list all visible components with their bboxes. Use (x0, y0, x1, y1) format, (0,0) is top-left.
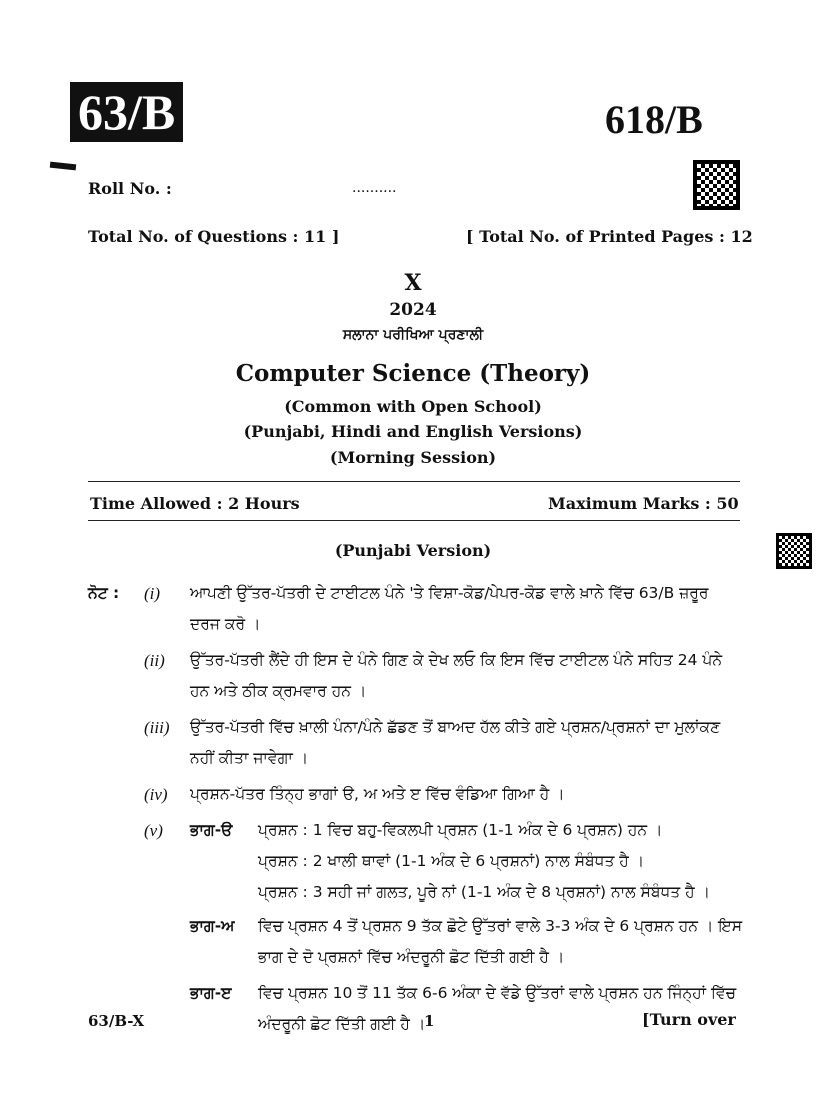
subject-title: Computer Science (Theory) (235, 360, 591, 387)
note-item: (iv) ਪ੍ਰਸ਼ਨ-ਪੱਤਰ ਤਿੰਨ੍ਹ ਭਾਗਾਂ ੳ, ਅ ਅਤੇ ੲ ਵਿੱਚ ਵੰਡਿਆ ਗਿਆ ਹੈ । (144, 785, 565, 804)
turn-over: [Turn over (642, 1010, 736, 1029)
footer-code: 63/B-X (88, 1012, 145, 1030)
version-heading: (Punjabi Version) (334, 541, 492, 560)
subtitle-3: (Morning Session) (329, 448, 497, 467)
qr-code-icon (693, 160, 740, 210)
total-questions: Total No. of Questions : 11 ] (88, 227, 340, 246)
subtitle-2: (Punjabi, Hindi and English Versions) (243, 422, 583, 441)
maximum-marks: Maximum Marks : 50 (548, 494, 739, 513)
year: 2024 (389, 300, 437, 320)
divider (88, 481, 740, 482)
subtitle-1: (Common with Open School) (284, 397, 542, 416)
notes-list (144, 578, 744, 1040)
note-item: (i) ਆਪਣੀ ਉੱਤਰ-ਪੱਤਰੀ ਦੇ ਟਾਈਟਲ ਪੰਨੇ 'ਤੇ ਵਿਸ਼ਾ-ਕੋਡ/ਪੇਪਰ-ਕੋਡ ਵਾਲੇ ਖ਼ਾਨੇ ਵਿੱਚ 63/B ਜ਼ਰੂਰ ਦਰਜ ਕਰੋ । (144, 584, 709, 633)
note-item: (iii) ਉੱਤਰ-ਪੱਤਰੀ ਵਿੱਚ ਖ਼ਾਲੀ ਪੰਨਾ/ਪੰਨੇ ਛੱਡਣ ਤੋਂ ਬਾਅਦ ਹੱਲ ਕੀਤੇ ਗਏ ਪ੍ਰਸ਼ਨ/ਪ੍ਰਸ਼ਨਾਂ ਦਾ ਮੁਲਾਂਕਣ ਨਹੀਂ ਕੀਤਾ ਜਾਵੇਗਾ । (144, 718, 721, 767)
paper-code-box: 63/B (70, 82, 183, 142)
exam-system: ਸਲਾਨਾ ਪਰੀਖਿਆ ਪ੍ਰਣਾਲੀ (342, 327, 484, 343)
roll-no-label: Roll No. : (88, 179, 172, 198)
page-number: 1 (424, 1012, 435, 1030)
class: X (404, 270, 422, 296)
total-pages: [ Total No. of Printed Pages : 12 (466, 227, 753, 246)
margin-mark (50, 162, 76, 171)
time-allowed: Time Allowed : 2 Hours (90, 494, 300, 513)
note-label: ਨੋਟ : (88, 584, 120, 602)
roll-no-field: .......... (352, 180, 397, 196)
note-item: (ii) ਉੱਤਰ-ਪੱਤਰੀ ਲੈਂਦੇ ਹੀ ਇਸ ਦੇ ਪੰਨੇ ਗਿਣ ਕੇ ਦੇਖ ਲਓ ਕਿ ਇਸ ਵਿੱਚ ਟਾਈਟਲ ਪੰਨੇ ਸਹਿਤ 24 ਪੰਨੇ ਹਨ ਅਤੇ ਠੀਕ ਕ੍ਰਮਵਾਰ ਹਨ । (144, 651, 723, 700)
divider (88, 520, 740, 521)
note-item: (v) ਭਾਗ-ੳ ਪ੍ਰਸ਼ਨ : 1 ਵਿਚ ਬਹੁ-ਵਿਕਲਪੀ ਪ੍ਰਸ਼ਨ (1-1 ਅੰਕ ਦੇ 6 ਪ੍ਰਸ਼ਨ) ਹਨ । ਪ੍ਰਸ਼ਨ : 2 ਖਾਲੀ ਥਾਵਾਂ (1-1 ਅੰਕ ਦੇ 6 ਪ੍ਰਸ਼ਨਾਂ) ਨਾਲ ਸੰਬੰਧਤ ਹੈ । ਪ੍ਰਸ਼ਨ : 3 ਸਹੀ ਜਾਂ ਗਲਤ, ਪੂਰੇ ਨਾਂ (1-1 ਅੰਕ ਦੇ 8 ਪ੍ਰਸ਼ਨਾਂ) ਨਾਲ ਸੰਬੰਧਤ ਹੈ । ਭਾਗ-ਅ ਵਿਚ ਪ੍ਰਸ਼ਨ 4 ਤੋਂ ਪ੍ਰਸ਼ਨ 9 ਤੱਕ ਛੋਟੇ ਉੱਤਰਾਂ ਵਾਲੇ 3-3 ਅੰਕ ਦੇ 6 ਪ੍ਰਸ਼ਨ ਹਨ । ਇਸ ਭਾਗ ਦੇ ਦੋ ਪ੍ਰਸ਼ਨਾਂ ਵਿੱਚ ਅੰਦਰੂਨੀ ਛੋਟ ਦਿੱਤੀ ਗਈ ਹੈ । ਭਾਗ-ੲ ਵਿਚ ਪ੍ਰਸ਼ਨ 10 ਤੋਂ 11 ਤੱਕ 6-6 ਅੰਕਾ ਦੇ ਵੱਡੇ ਉੱਤਰਾਂ ਵਾਲੇ ਪ੍ਰਸ਼ਨ ਹਨ ਜਿੰਨ੍ਹਾਂ ਵਿੱਚ ਅੰਦਰੂਨੀ ਛੋਟ ਦਿੱਤੀ ਗਈ ਹੈ । (144, 821, 743, 1033)
paper-code: 618/B (605, 97, 703, 142)
